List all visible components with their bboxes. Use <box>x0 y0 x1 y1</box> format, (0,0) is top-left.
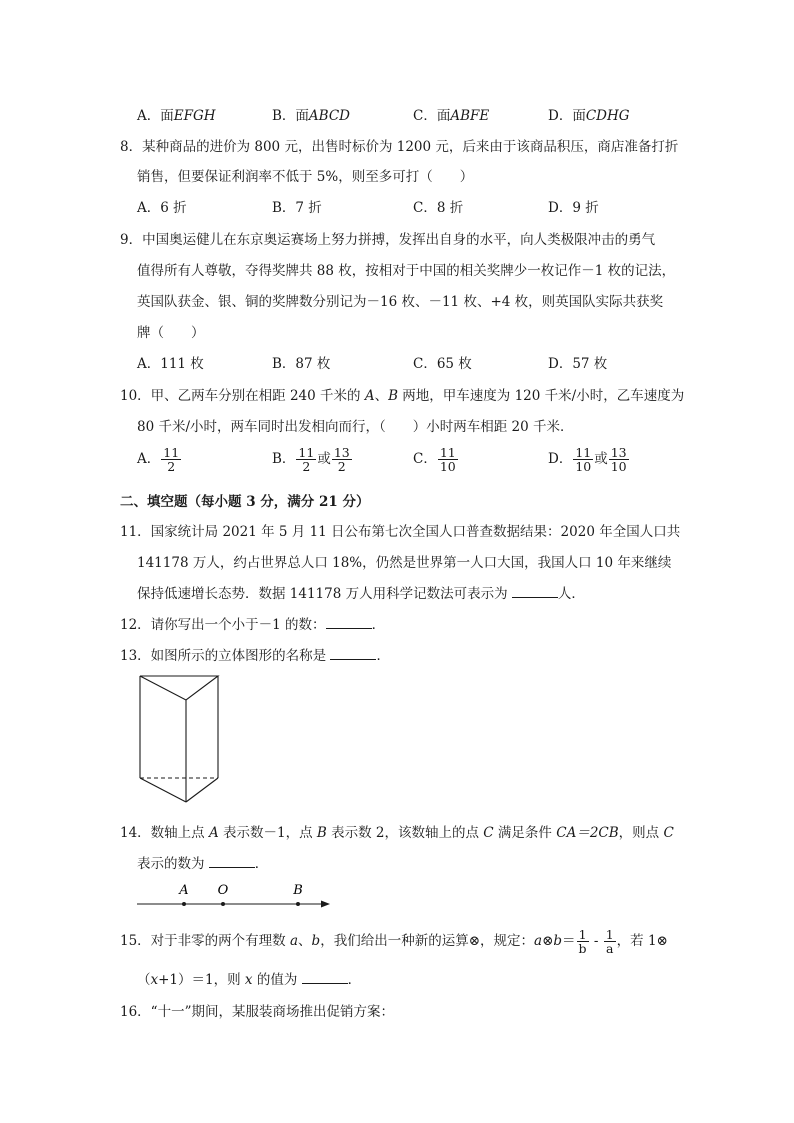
fraction <box>332 446 352 473</box>
q14-text: 表示的数为 <box>137 856 209 872</box>
point-a: A <box>364 388 375 404</box>
q10-option-c <box>413 446 459 473</box>
label-b: B <box>293 883 303 898</box>
var: b <box>553 933 563 950</box>
numerator: 11 <box>439 445 456 460</box>
fraction <box>161 446 181 473</box>
numerator: 13 <box>333 445 350 460</box>
prism-bottom-edge-right <box>186 778 218 802</box>
denominator: b <box>578 941 587 957</box>
or-word: 或 <box>317 451 331 468</box>
q8-option-c: C．8 折 <box>413 200 464 216</box>
q15-text: ，我们给出一种新的运算⊗，规定： <box>320 933 535 950</box>
var: x <box>150 972 159 988</box>
q11-text: 保持低速增长态势．数据 141178 万人用科学记数法可表示为 <box>137 586 512 602</box>
point-a-dot <box>182 902 186 906</box>
q14-end: ． <box>254 856 269 872</box>
numerator: 13 <box>610 445 627 460</box>
fraction <box>296 446 316 473</box>
q9-option-c: C．65 枚 <box>413 356 472 372</box>
numerator: 1 <box>577 928 589 942</box>
numerator: 11 <box>298 445 315 460</box>
section-title: 二、填空题（每小题 3 分，满分 21 分） <box>120 494 370 510</box>
numerator: 11 <box>163 445 180 460</box>
label-a: A <box>179 883 189 898</box>
q7-option-c <box>413 104 489 124</box>
q10-option-b <box>272 446 353 473</box>
option-letter: C． <box>413 451 437 468</box>
label-o: O <box>217 883 229 898</box>
q13-end: ． <box>376 648 390 664</box>
q8-option-a: A．6 折 <box>137 200 187 216</box>
option-letter: B． <box>272 451 296 468</box>
q8-option-d: D．9 折 <box>548 200 599 216</box>
option-var: CDHG <box>585 108 630 124</box>
q8-line-1: 8．某种商品的进价为 800 元，出售时标价为 1200 元，后来由于该商品积压，商店准备打折 <box>120 139 679 155</box>
q15-text: （ <box>137 972 151 988</box>
q10-option-d <box>548 446 630 473</box>
q9-line-1: 9．中国奥运健儿在东京奥运赛场上努力拼搏，发挥出自身的水平，向人类极限冲击的勇气 <box>120 232 656 248</box>
q7-option-a <box>137 104 216 124</box>
option-var: ABFE <box>450 108 490 124</box>
q9-option-d: D．57 枚 <box>548 356 608 372</box>
fraction <box>438 446 458 473</box>
answer-blank[interactable] <box>209 867 255 868</box>
q9-option-b: B．87 枚 <box>272 356 331 372</box>
q15-line-1 <box>120 928 668 955</box>
denominator: a <box>605 941 614 957</box>
q15-end: ． <box>347 972 362 988</box>
numerator: 11 <box>575 445 592 460</box>
fraction <box>604 928 616 955</box>
fraction <box>609 446 629 473</box>
option-var: EFGH <box>173 108 216 124</box>
q13-line <box>120 644 390 664</box>
answer-blank[interactable] <box>326 628 372 629</box>
fraction <box>577 928 589 955</box>
q14-line-2 <box>137 852 268 872</box>
triangular-prism-figure <box>130 668 230 808</box>
answer-blank[interactable] <box>302 983 348 984</box>
point-o-dot <box>221 902 225 906</box>
minus: - <box>589 933 603 950</box>
var: C <box>483 825 494 841</box>
q14-text: 满足条件 <box>493 825 557 841</box>
q16-line: 16．“十一”期间，某服装商场推出促销方案： <box>120 1004 394 1020</box>
q8-line-2: 销售，但要保证利润率不低于 5%，则至多可打（ ） <box>137 169 474 185</box>
q15-text: +1）＝1，则 <box>158 972 245 988</box>
q8-option-b: B．7 折 <box>272 200 322 216</box>
q9-line-2: 值得所有人尊敬，夺得奖牌共 88 枚，按相对于中国的相关奖牌少一枚记作－1 枚的记法， <box>137 263 676 279</box>
var: x <box>244 972 253 988</box>
q11-line-2: 141178 万人，约占世界总人口 18%，仍然是世界第一人口大国，我国人口 10 年来继续 <box>137 555 672 571</box>
q14-text: ，则点 <box>618 825 664 841</box>
q15-text: 的值为 <box>252 972 302 988</box>
answer-blank[interactable] <box>330 659 376 660</box>
q15-line-2 <box>137 968 361 988</box>
q10-option-a <box>137 446 182 473</box>
q10-text: 两地，甲车速度为 120 千米/小时，乙车速度为 <box>398 388 685 404</box>
option-letter: A． <box>137 451 161 468</box>
q7-option-d <box>548 104 630 124</box>
option-letter: D．面 <box>548 108 586 124</box>
var: B <box>316 825 327 841</box>
option-letter: D． <box>548 451 573 468</box>
equals: ＝ <box>562 933 576 950</box>
denominator: 2 <box>302 459 311 475</box>
q9-line-4: 牌（ ） <box>137 325 205 341</box>
q14-text: 表示数 2，该数轴上的点 <box>326 825 484 841</box>
var: a <box>534 933 543 950</box>
q9-option-a: A．111 枚 <box>137 356 204 372</box>
q12-text: 12．请你写出一个小于－1 的数： <box>120 617 326 633</box>
denominator: 2 <box>167 459 176 475</box>
prism-top-face <box>140 676 218 700</box>
q15-text: ，若 1⊗ <box>616 933 668 950</box>
q7-option-b <box>272 104 350 124</box>
option-var: ABCD <box>308 108 350 124</box>
var: A <box>208 825 219 841</box>
q10-line-2: 80 千米/小时，两车同时出发相向而行，（ ）小时两车相距 20 千米． <box>137 419 574 435</box>
denominator: 10 <box>575 459 592 475</box>
number-line <box>132 880 337 914</box>
q14-line-1 <box>120 821 674 841</box>
option-letter: A．面 <box>137 108 174 124</box>
q10-text: 10．甲、乙两车分别在相距 240 千米的 <box>120 388 365 404</box>
q14-text: 表示数－1，点 <box>218 825 317 841</box>
q10-line-1 <box>120 384 684 404</box>
denominator: 10 <box>439 459 456 475</box>
q14-text: 14．数轴上点 <box>120 825 209 841</box>
answer-blank[interactable] <box>512 597 558 598</box>
var: C <box>663 825 674 841</box>
q11-text: 人． <box>557 586 585 602</box>
condition: CA＝2CB <box>556 825 619 841</box>
point-b: B <box>388 388 398 404</box>
var: b <box>311 933 321 950</box>
q15-text: 15．对于非零的两个有理数 <box>120 933 290 950</box>
q9-line-3: 英国队获金、银、铜的奖牌数分别记为－16 枚、－11 枚、+4 枚，则英国队实际共获奖 <box>137 294 664 310</box>
axis-arrow-icon <box>321 901 330 908</box>
q11-line-1: 11．国家统计局 2021 年 5 月 11 日公布第七次全国人口普查数据结果：2020 年全国人口共 <box>120 524 681 540</box>
var: a <box>289 933 299 950</box>
q13-text: 13．如图所示的立体图形的名称是 <box>120 648 331 664</box>
point-b-dot <box>296 902 300 906</box>
option-letter: C．面 <box>413 108 451 124</box>
fraction <box>573 446 593 473</box>
separator: 、 <box>298 933 312 950</box>
option-letter: B．面 <box>272 108 309 124</box>
otimes-symbol: ⊗ <box>542 933 554 950</box>
q12-line <box>120 613 385 633</box>
numerator: 1 <box>605 927 614 942</box>
separator: 、 <box>374 388 389 404</box>
q11-line-3 <box>137 582 585 602</box>
q12-end: ． <box>371 617 386 633</box>
or-word: 或 <box>594 451 608 468</box>
prism-bottom-edge-left <box>140 778 186 802</box>
denominator: 2 <box>337 459 346 475</box>
denominator: 10 <box>610 459 627 475</box>
